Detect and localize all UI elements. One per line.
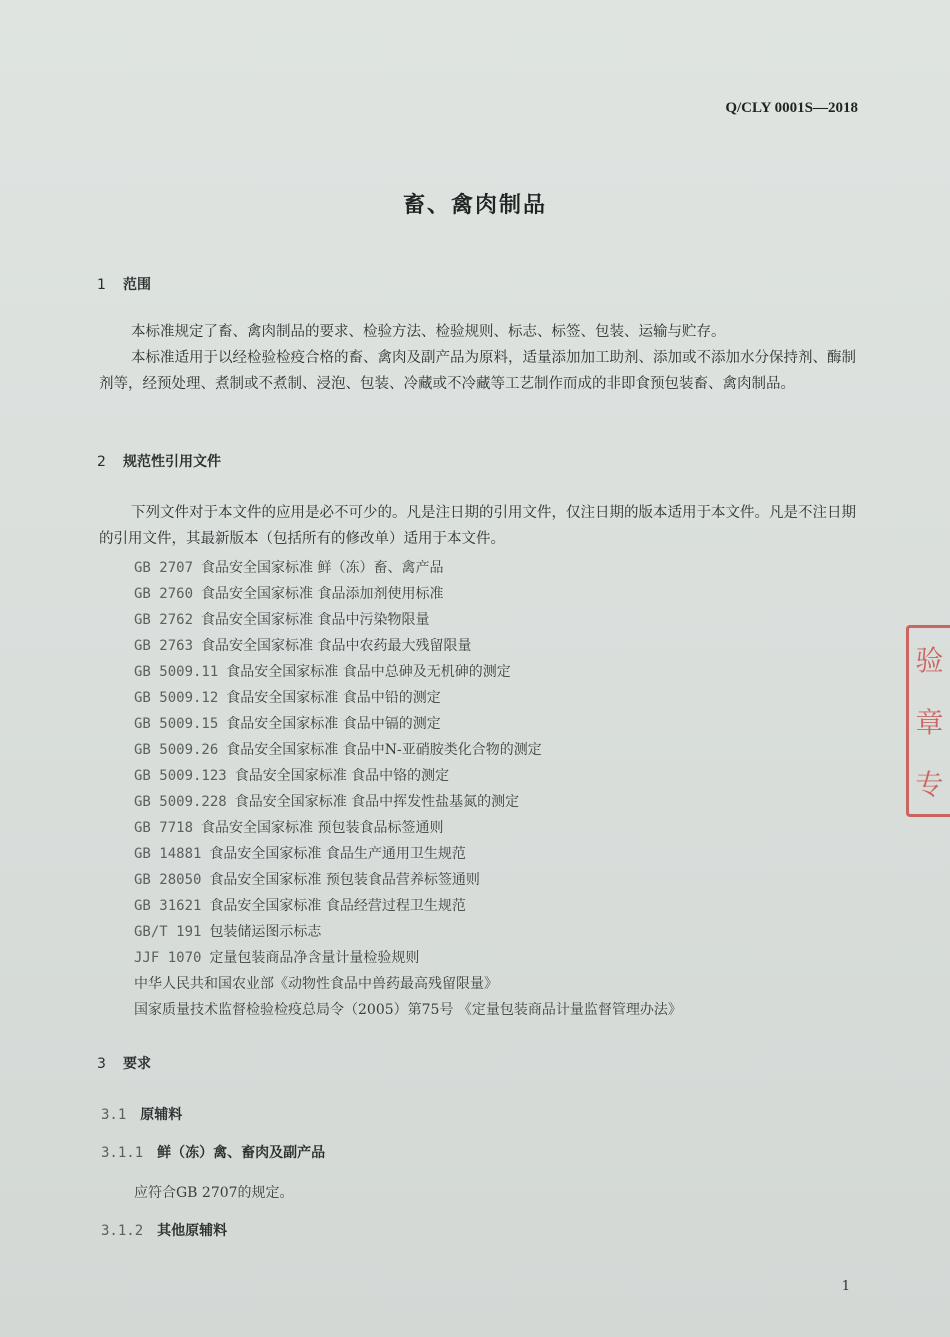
reference-item: 国家质量技术监督检验检疫总局令（2005）第75号 《定量包装商品计量监督管理办法》 [134, 1002, 682, 1018]
reference-item: GB 31621 食品安全国家标准 食品经营过程卫生规范 [134, 898, 466, 914]
reference-item: GB 5009.12 食品安全国家标准 食品中铅的测定 [134, 690, 441, 706]
reference-item: GB 5009.26 食品安全国家标准 食品中N-亚硝胺类化合物的测定 [134, 742, 542, 758]
scope-paragraph-2: 本标准适用于以经检验检疫合格的畜、禽肉及副产品为原料，适量添加加工助剂、添加或不添加水分保持剂、酶制剂等，经预处理、煮制或不煮制、浸泡、包装、冷藏或不冷藏等工艺制作而成的非即食预包装畜、禽肉制品。 [99, 350, 856, 392]
reference-item: GB 2707 食品安全国家标准 鲜（冻）畜、禽产品 [134, 560, 444, 576]
standard-number: Q/CLY 0001S—2018 [725, 100, 858, 116]
reference-item: GB 5009.228 食品安全国家标准 食品中挥发性盐基氮的测定 [134, 794, 520, 810]
subsection-3-1-1-text: 应符合GB 2707的规定。 [134, 1185, 294, 1201]
reference-item: GB 14881 食品安全国家标准 食品生产通用卫生规范 [134, 846, 466, 862]
page-number: 1 [841, 1279, 850, 1294]
red-seal-stamp: 验 章 专 [906, 625, 950, 817]
reference-item: JJF 1070 定量包装商品净含量计量检验规则 [134, 950, 420, 966]
reference-item: 中华人民共和国农业部《动物性食品中兽药最高残留限量》 [134, 976, 498, 992]
reference-item: GB 2763 食品安全国家标准 食品中农药最大残留限量 [134, 638, 472, 654]
reference-item: GB 28050 食品安全国家标准 预包装食品营养标签通则 [134, 872, 480, 888]
subsection-3-1-heading: 3.1 原辅料 [101, 1107, 183, 1123]
page-title: 畜、禽肉制品 [402, 193, 547, 218]
reference-item: GB 5009.15 食品安全国家标准 食品中镉的测定 [134, 716, 441, 732]
subsection-3-1-2-heading: 3.1.2 其他原辅料 [101, 1223, 228, 1239]
scope-paragraph-1: 本标准规定了畜、禽肉制品的要求、检验方法、检验规则、标志、标签、包装、运输与贮存。 [131, 324, 726, 340]
references-intro: 下列文件对于本文件的应用是必不可少的。凡是注日期的引用文件，仅注日期的版本适用于本文件。凡是不注日期的引用文件，其最新版本（包括所有的修改单）适用于本文件。 [99, 505, 856, 547]
section-1-heading [97, 274, 151, 294]
reference-item: GB/T 191 包装储运图示标志 [134, 924, 322, 940]
section-title: 范围 [123, 277, 151, 293]
reference-item: GB 2760 食品安全国家标准 食品添加剂使用标准 [134, 586, 444, 602]
section-2-heading [97, 451, 221, 471]
reference-item: GB 5009.11 食品安全国家标准 食品中总砷及无机砷的测定 [134, 664, 511, 680]
reference-item: GB 5009.123 食品安全国家标准 食品中铬的测定 [134, 768, 450, 784]
subsection-3-1-1-heading: 3.1.1 鲜（冻）禽、畜肉及副产品 [101, 1145, 326, 1161]
reference-item: GB 2762 食品安全国家标准 食品中污染物限量 [134, 612, 430, 628]
section-title: 规范性引用文件 [123, 454, 221, 470]
section-number: 2 [97, 454, 106, 470]
section-3-heading [97, 1053, 151, 1073]
section-title: 要求 [123, 1056, 151, 1072]
section-number: 3 [97, 1056, 106, 1072]
section-number: 1 [97, 277, 106, 293]
reference-item: GB 7718 食品安全国家标准 预包装食品标签通则 [134, 820, 444, 836]
